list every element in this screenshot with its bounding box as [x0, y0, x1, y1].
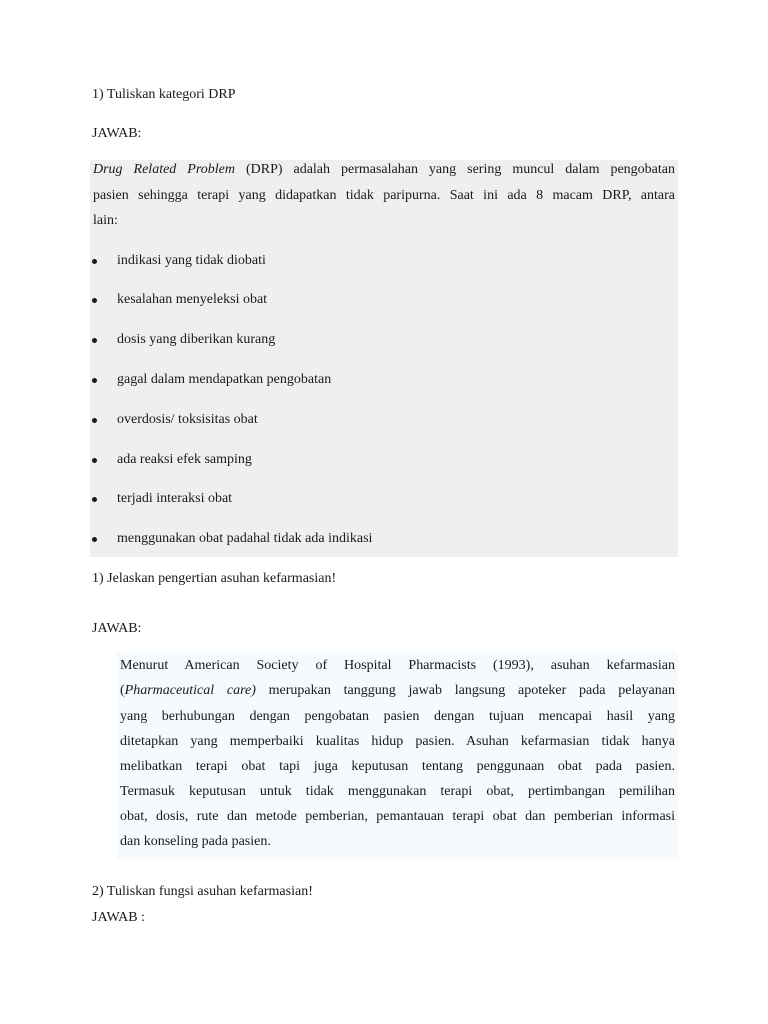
bullet-icon [92, 378, 97, 383]
pharma-line-6: Termasuk keputusan untuk tidak menggunakan terapi obat, pertimbangan pemilihan [120, 784, 675, 799]
answer-label-2: JAWAB: [92, 621, 142, 636]
answer-label-1: JAWAB: [92, 126, 142, 141]
bullet-icon [92, 497, 97, 502]
bullet-icon [92, 418, 97, 423]
pharma-line-4: ditetapkan yang memperbaiki kualitas hidup pasien. Asuhan kefarmasian tidak hanya [120, 734, 675, 749]
bullet-icon [92, 338, 97, 343]
question-3-title: 2) Tuliskan fungsi asuhan kefarmasian! [92, 884, 313, 899]
list-item: gagal dalam mendapatkan pengobatan [117, 372, 332, 387]
question-2-title: 1) Jelaskan pengertian asuhan kefarmasian! [92, 571, 337, 586]
bullet-icon [92, 458, 97, 463]
pharma-line-1: Menurut American Society of Hospital Pharmacists (1993), asuhan kefarmasian [120, 658, 675, 673]
drp-intro-line-2: pasien sehingga terapi yang didapatkan tidak paripurna. Saat ini ada 8 macam DRP, antara [93, 188, 675, 203]
bullet-icon [92, 537, 97, 542]
list-item: terjadi interaksi obat [117, 491, 233, 506]
list-item: ada reaksi efek samping [117, 452, 252, 467]
pharma-line-8: dan konseling pada pasien. [120, 834, 271, 849]
pharma-line-5: melibatkan terapi obat tapi juga keputusan tentang penggunaan obat pada pasien. [120, 759, 675, 774]
drp-intro-line-3: lain: [93, 213, 118, 228]
list-item: kesalahan menyeleksi obat [117, 292, 268, 307]
question-1-title: 1) Tuliskan kategori DRP [92, 87, 236, 102]
list-item: overdosis/ toksisitas obat [117, 412, 258, 427]
pharma-line-7: obat, dosis, rute dan metode pemberian, pemantauan terapi obat dan pemberian informasi [120, 809, 675, 824]
answer-label-3: JAWAB : [92, 910, 145, 925]
pharma-term: Pharmaceutical care) [124, 683, 256, 698]
list-item: dosis yang diberikan kurang [117, 332, 276, 347]
drp-term: Drug Related Problem [93, 162, 235, 177]
list-item: indikasi yang tidak diobati [117, 253, 266, 268]
bullet-icon [92, 259, 97, 264]
list-item: menggunakan obat padahal tidak ada indikasi [117, 531, 373, 546]
drp-intro-line-1: Drug Related Problem (DRP) adalah permasalahan yang sering muncul dalam pengobatan [93, 162, 675, 177]
pharma-line-2: (Pharmaceutical care) merupakan tanggung jawab langsung apoteker pada pelayanan [120, 683, 675, 698]
pharma-line-3: yang berhubungan dengan pengobatan pasien dengan tujuan mencapai hasil yang [120, 709, 675, 724]
bullet-icon [92, 298, 97, 303]
